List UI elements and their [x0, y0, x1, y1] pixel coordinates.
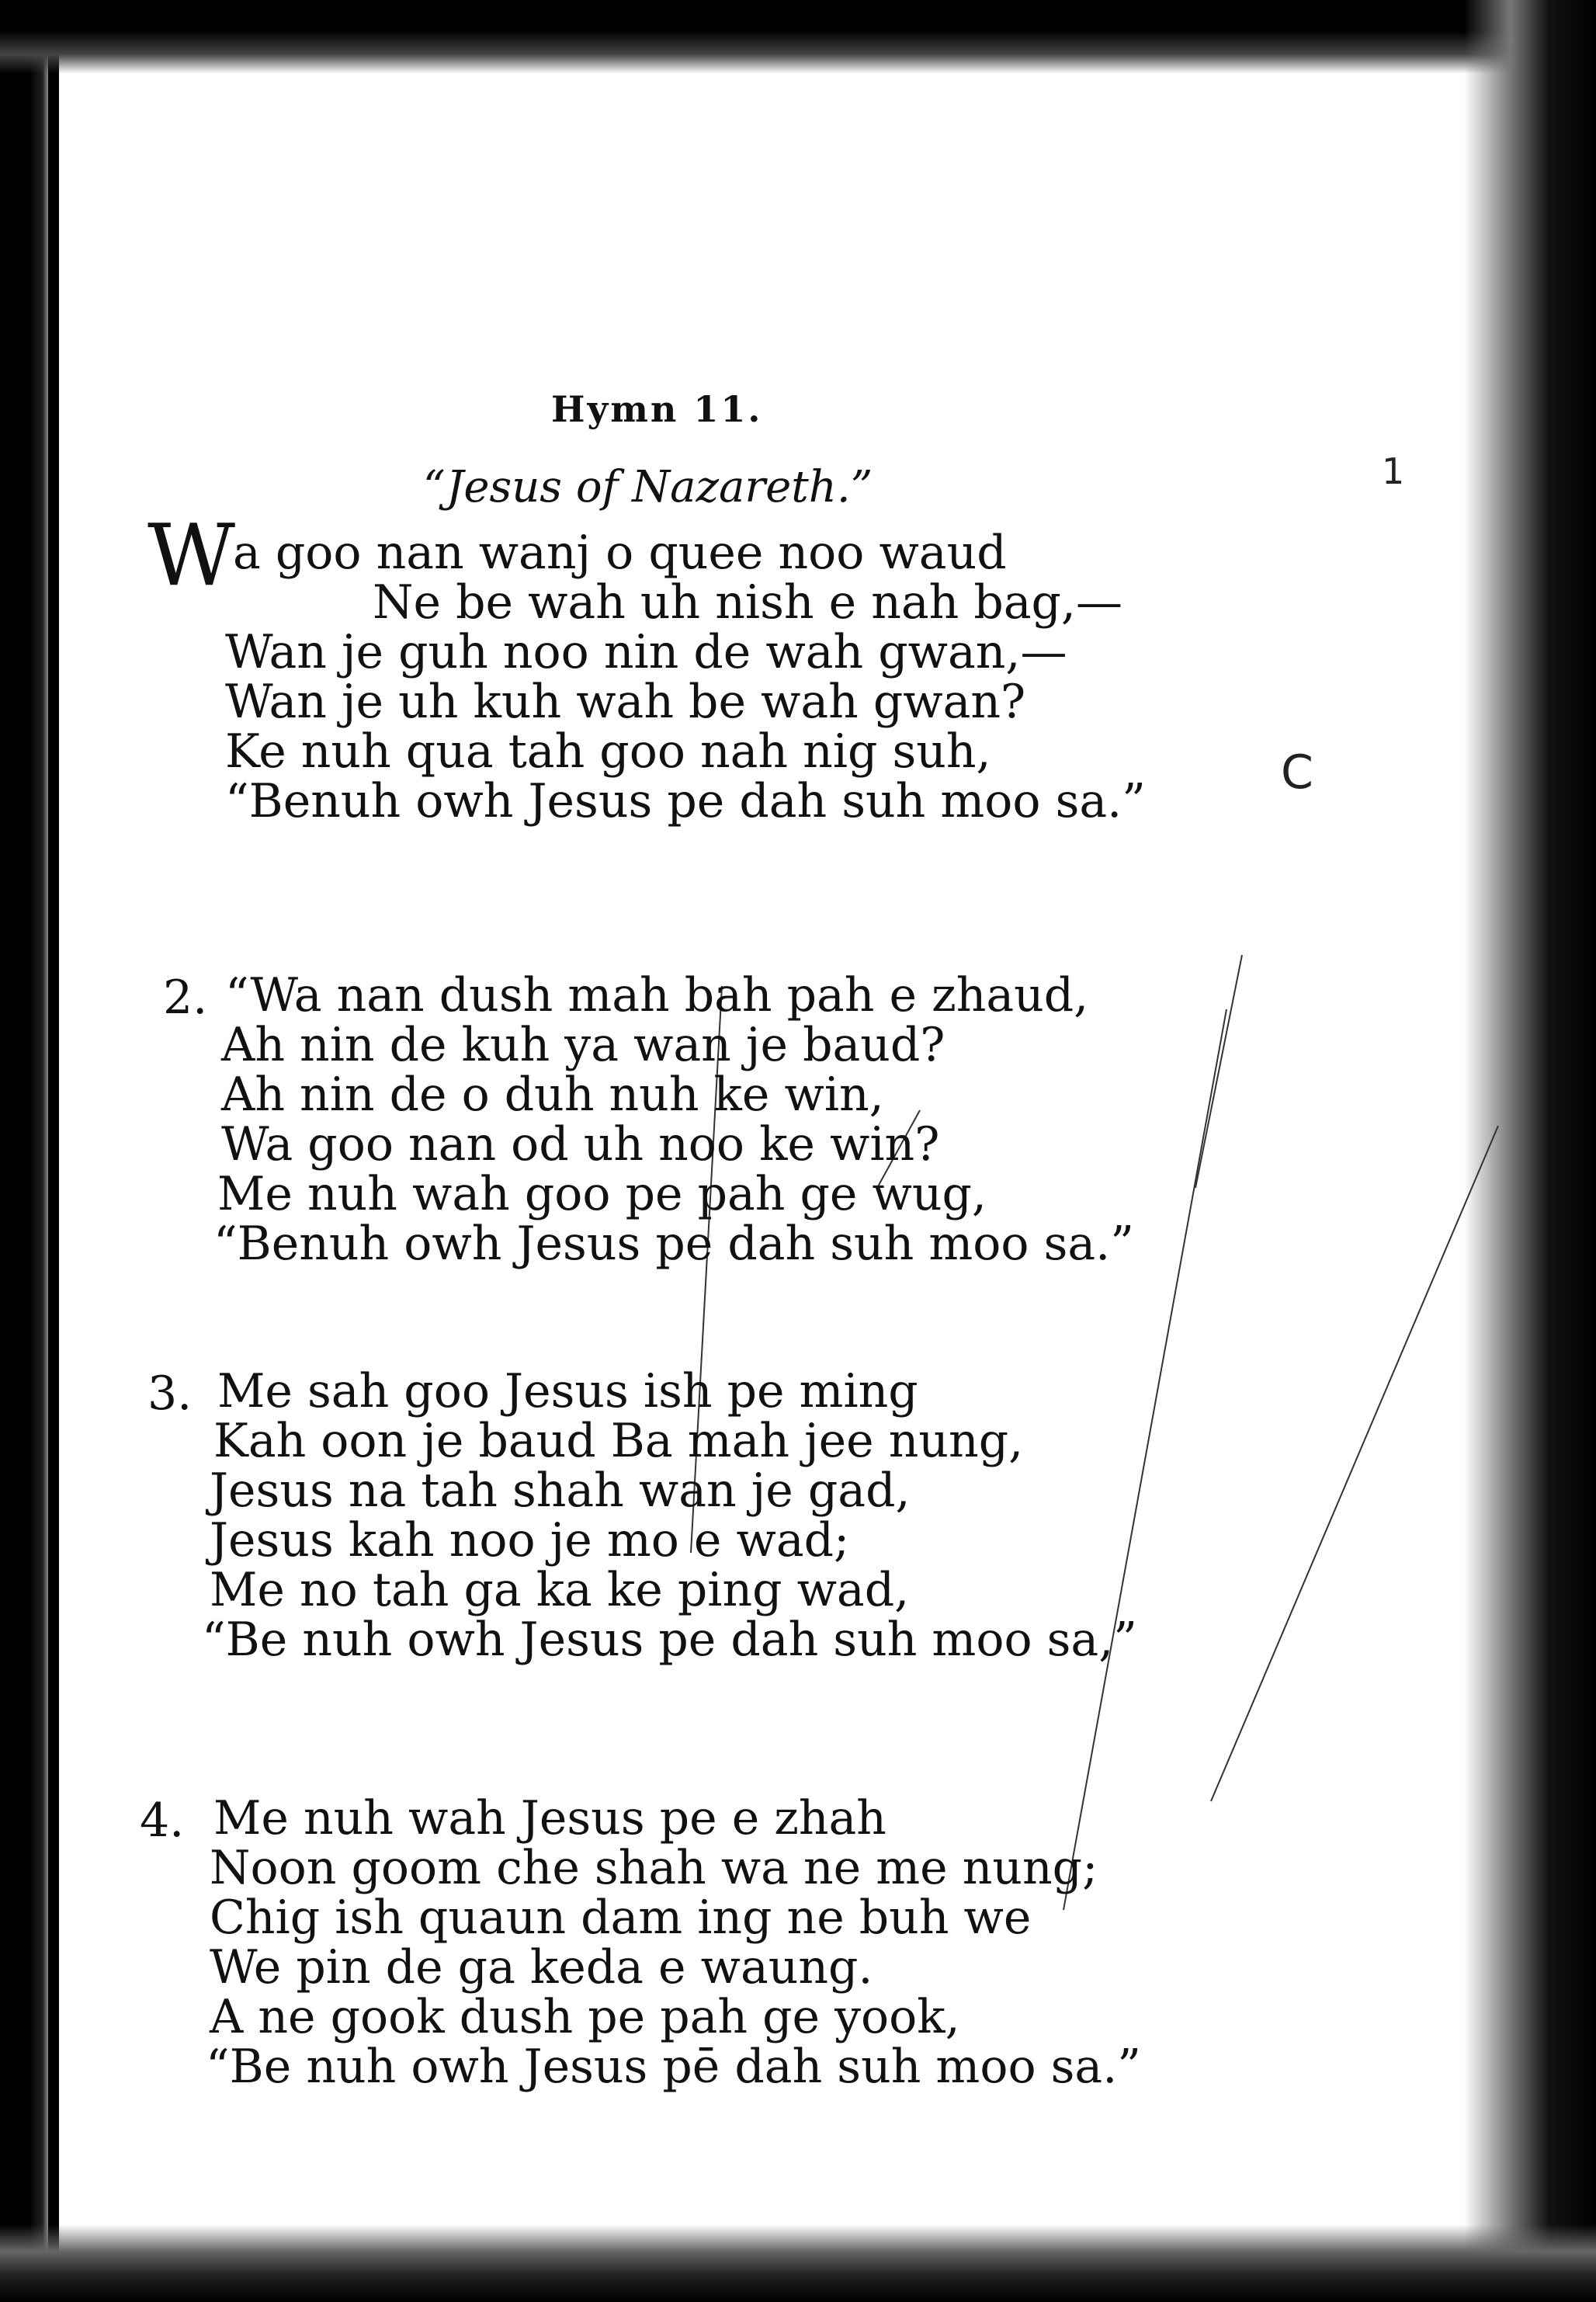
verse-line: “Wa nan dush mah bah pah e zhaud, [225, 968, 1089, 1023]
verse-line: We pin de ga keda e waung. [210, 1940, 873, 1995]
verse-line: A ne gook dush pe pah ge yook, [210, 1990, 960, 2044]
verse-line: Ne be wah uh nish e nah bag,— [373, 575, 1122, 630]
verse-line: Jesus kah noo je mo e wad; [210, 1513, 850, 1568]
hymn-page [140, 388, 1234, 2197]
hymn-subtitle: “Jesus of Nazareth.” [423, 462, 873, 512]
verse-line: Me nuh wah goo pe pah ge wug, [217, 1167, 987, 1221]
verse-line: Noon goom che shah wa ne me nung; [210, 1841, 1098, 1895]
stanza-1 [147, 505, 1234, 828]
verse-line: Wan je uh kuh wah be wah gwan? [225, 675, 1026, 729]
stanza-4 [140, 1791, 1234, 2094]
verse-line: Chig ish quaun dam ing ne buh we [210, 1891, 1032, 1945]
margin-mark: 1 [1382, 450, 1405, 492]
verse-line: Me no tah ga ka ke ping wad, [210, 1563, 910, 1617]
verse-line: Me nuh wah Jesus pe e zhah [213, 1791, 886, 1845]
stanza-number: 2. [163, 970, 208, 1025]
margin-mark: C [1281, 745, 1313, 800]
verse-line: Wan je guh noo nin de wah gwan,— [225, 625, 1067, 679]
stanza-number: 3. [147, 1366, 193, 1421]
verse-line: Ah nin de kuh ya wan je baud? [221, 1018, 945, 1072]
verse-line: “Benuh owh Jesus pe dah suh moo sa.” [213, 1217, 1134, 1271]
stanza-number: 4. [140, 1793, 185, 1848]
verse-line: “Benuh owh Jesus pe dah suh moo sa.” [225, 774, 1146, 828]
stanza-2 [147, 970, 1234, 1269]
verse-line: Kah oon je baud Ba mah jee nung, [213, 1414, 1024, 1468]
hymn-title: Hymn 11. [551, 388, 763, 430]
verse-line-text: a goo nan wanj o quee noo waud [233, 526, 1007, 580]
verse-line: Ah nin de o duh nuh ke win, [221, 1068, 884, 1122]
stanza-3 [147, 1366, 1234, 1665]
verse-line: Ke nuh qua tah goo nah nig suh, [225, 724, 991, 779]
verse-line: Me sah goo Jesus ish pe ming [217, 1364, 918, 1418]
drop-cap: W [147, 505, 236, 605]
verse-line: Jesus na tah shah wan je gad, [210, 1463, 911, 1518]
verse-line: “Be nuh owh Jesus pē dah suh moo sa.” [206, 2040, 1141, 2094]
verse-line: Wa goo nan od uh noo ke win? [221, 1117, 940, 1172]
verse-line: “Be nuh owh Jesus pe dah suh moo sa,” [202, 1613, 1137, 1667]
